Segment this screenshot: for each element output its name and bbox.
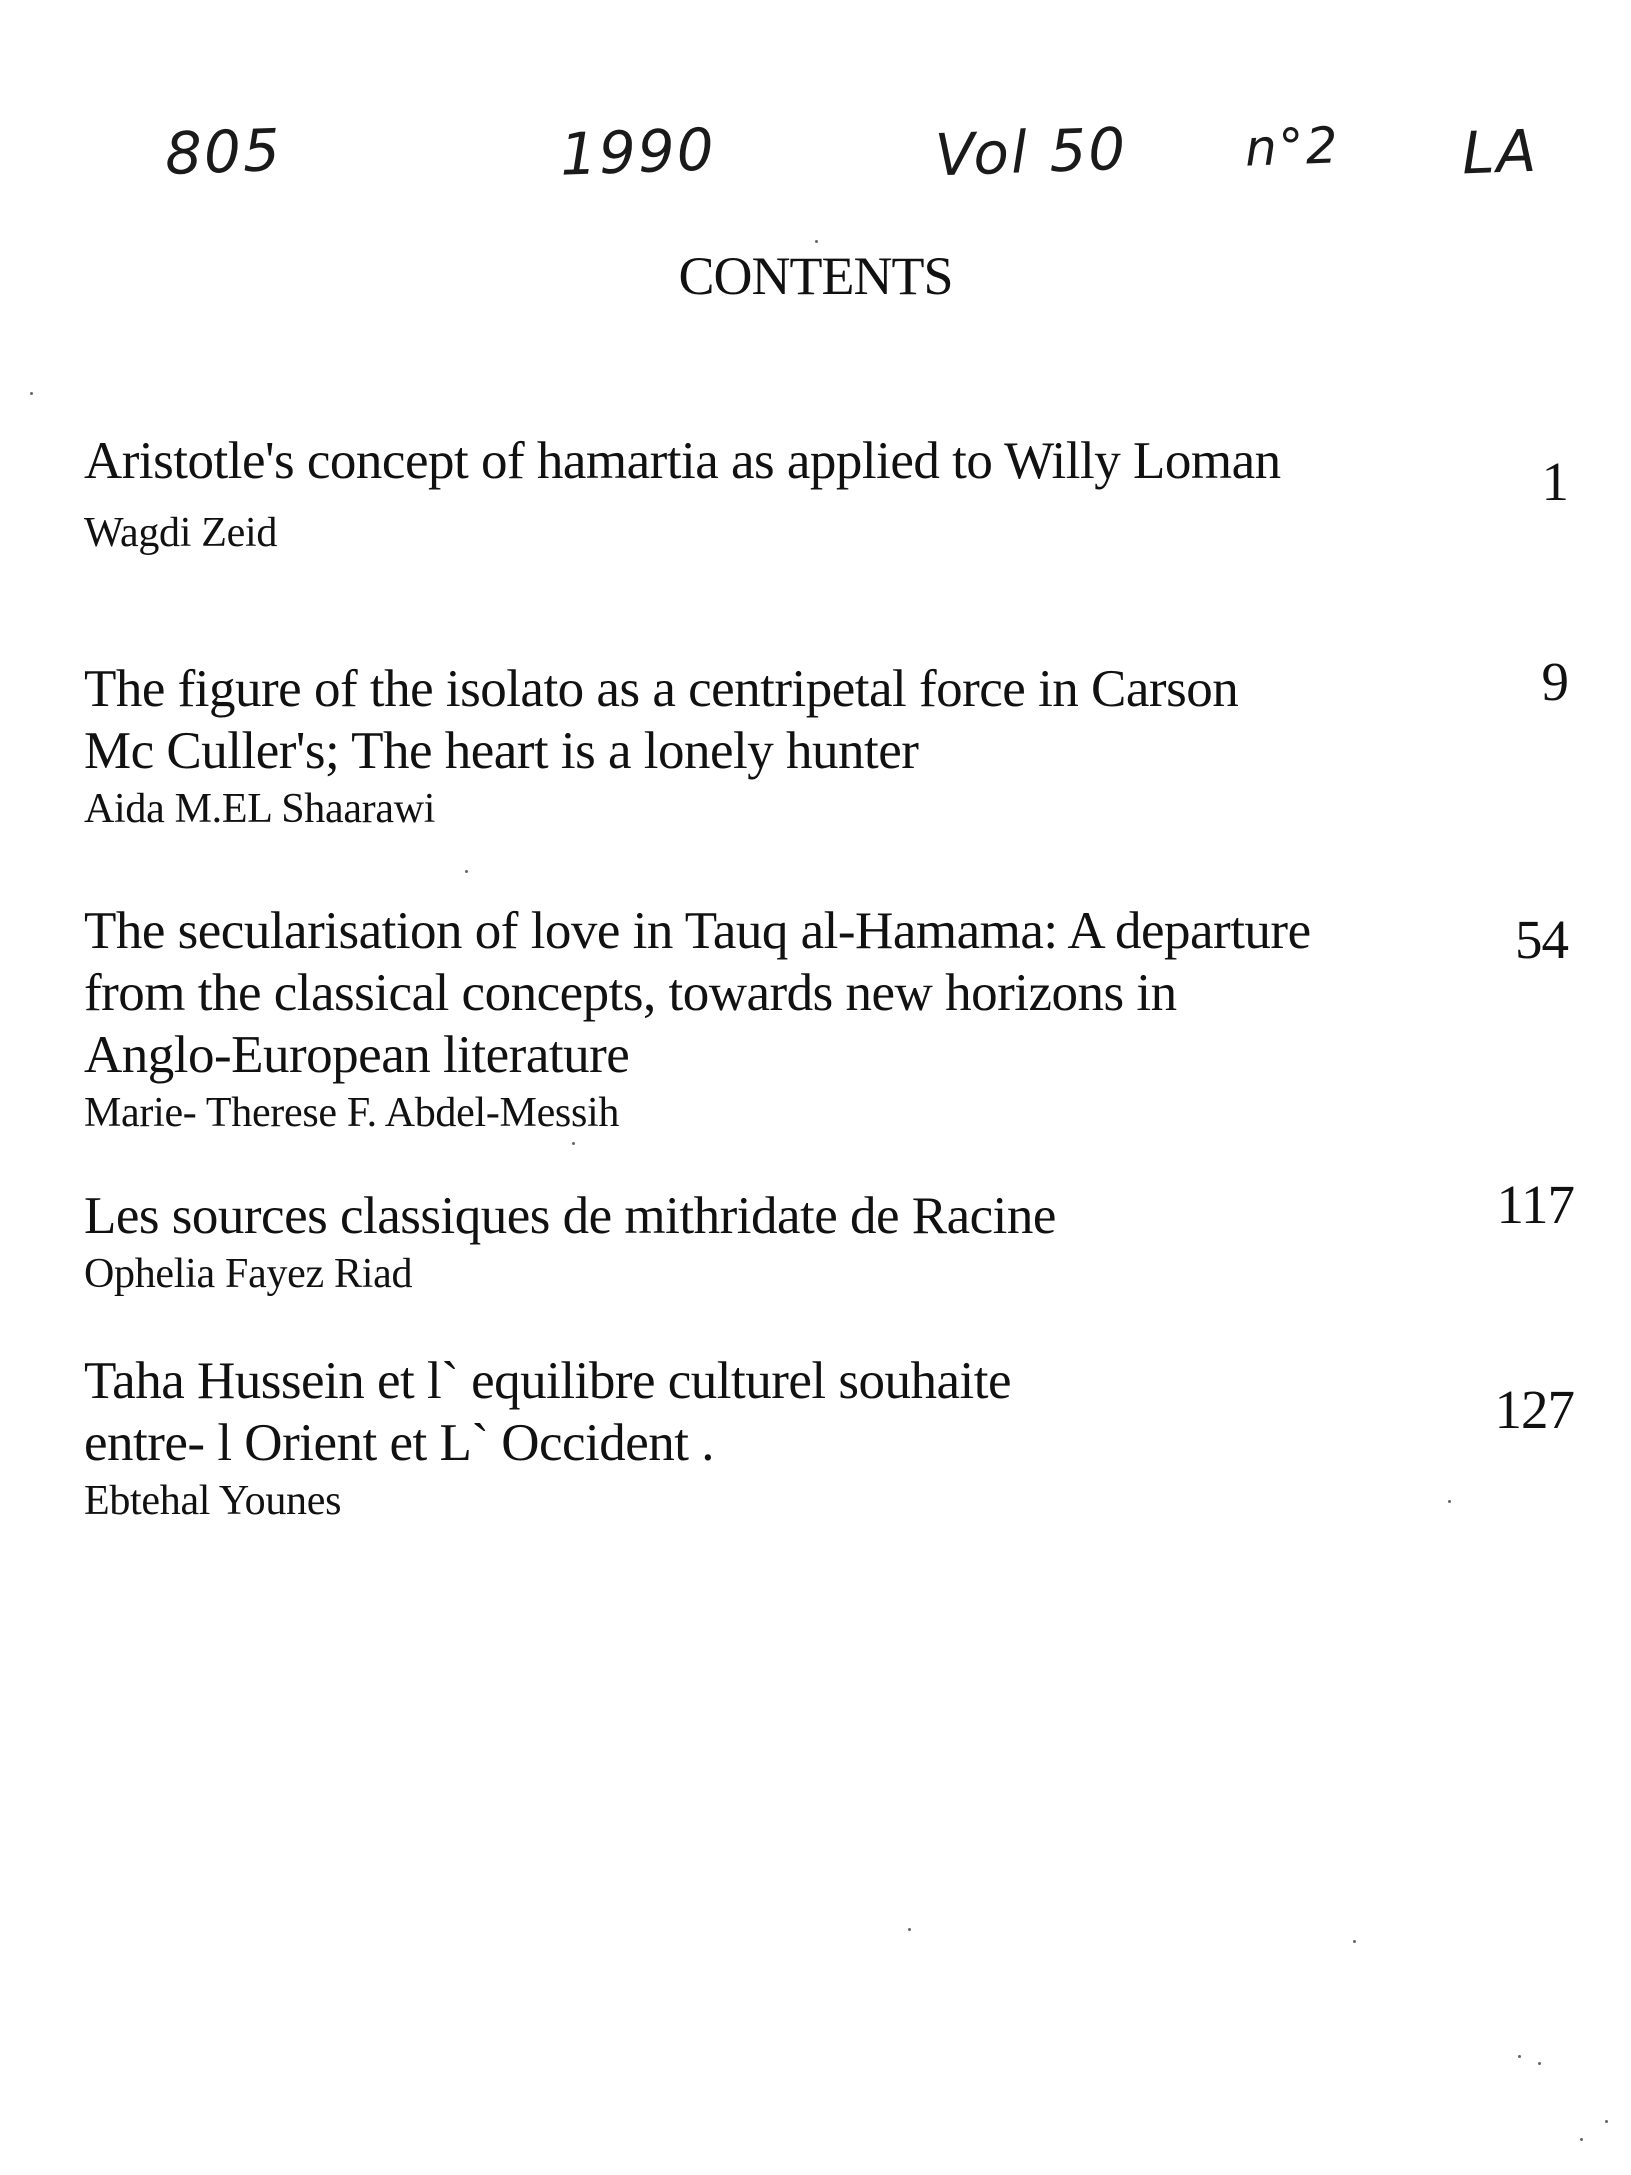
entry-author: Wagdi Zeid (84, 510, 278, 556)
entry-title-line: Anglo-European literature (84, 1026, 630, 1084)
toc-entry (84, 651, 1574, 834)
entry-title-line: Les sources classiques de mithridate de Racine (84, 1187, 1056, 1245)
entry-author: Ebtehal Younes (84, 1478, 342, 1524)
entry-author: Marie- Therese F. Abdel-Messih (84, 1090, 620, 1136)
entry-title (84, 1185, 1464, 1247)
entry-title (84, 658, 1464, 782)
entry-page-number: 117 (1496, 1174, 1574, 1235)
scan-speck (572, 1142, 575, 1145)
entry-page-number: 127 (1494, 1379, 1574, 1440)
scan-speck (1605, 2120, 1608, 2123)
scan-speck (1448, 1500, 1451, 1503)
toc-entry (84, 900, 1574, 1138)
handwritten-note: 1990 (558, 115, 717, 189)
entry-title (84, 430, 1464, 492)
entry-title-line: entre- l Orient et L` Occident . (84, 1414, 715, 1472)
entry-title-line: The figure of the isolato as a centripetal force in Carson (84, 660, 1239, 718)
page-title: CONTENTS (678, 246, 953, 306)
scan-speck (1580, 2138, 1583, 2141)
entry-title-line: from the classical concepts, towards new horizons in (84, 964, 1177, 1022)
entry-title-line: Aristotle's concept of hamartia as applied to Willy Loman (84, 432, 1281, 490)
toc-entry (84, 430, 1574, 558)
scan-speck (815, 240, 818, 243)
toc-entry (84, 1174, 1574, 1299)
entry-title-line: Taha Hussein et l` equilibre culturel souhaite (84, 1352, 1011, 1410)
entry-page-number: 9 (1541, 651, 1568, 712)
handwritten-note: LA (1460, 116, 1540, 188)
toc-entry (84, 1350, 1574, 1526)
entry-title-line: The secularisation of love in Tauq al-Hamama: A departure (84, 902, 1311, 960)
entry-page-number: 54 (1515, 909, 1568, 970)
scan-speck (1538, 2062, 1541, 2065)
scan-speck (908, 1928, 911, 1931)
entry-title (84, 900, 1464, 1086)
entry-title (84, 1350, 1464, 1474)
scan-speck (30, 392, 33, 395)
entry-title-line: Mc Culler's; The heart is a lonely hunter (84, 722, 919, 780)
scan-speck (465, 870, 468, 873)
handwritten-note: n°2 (1244, 116, 1341, 178)
handwritten-note: Vol 50 (933, 114, 1129, 190)
scan-speck (1518, 2055, 1521, 2058)
entry-author: Aida M.EL Shaarawi (84, 786, 436, 832)
scan-speck (1353, 1940, 1356, 1943)
entry-author: Ophelia Fayez Riad (84, 1251, 413, 1297)
entry-page-number: 1 (1541, 451, 1568, 512)
handwritten-note: 805 (163, 115, 283, 189)
